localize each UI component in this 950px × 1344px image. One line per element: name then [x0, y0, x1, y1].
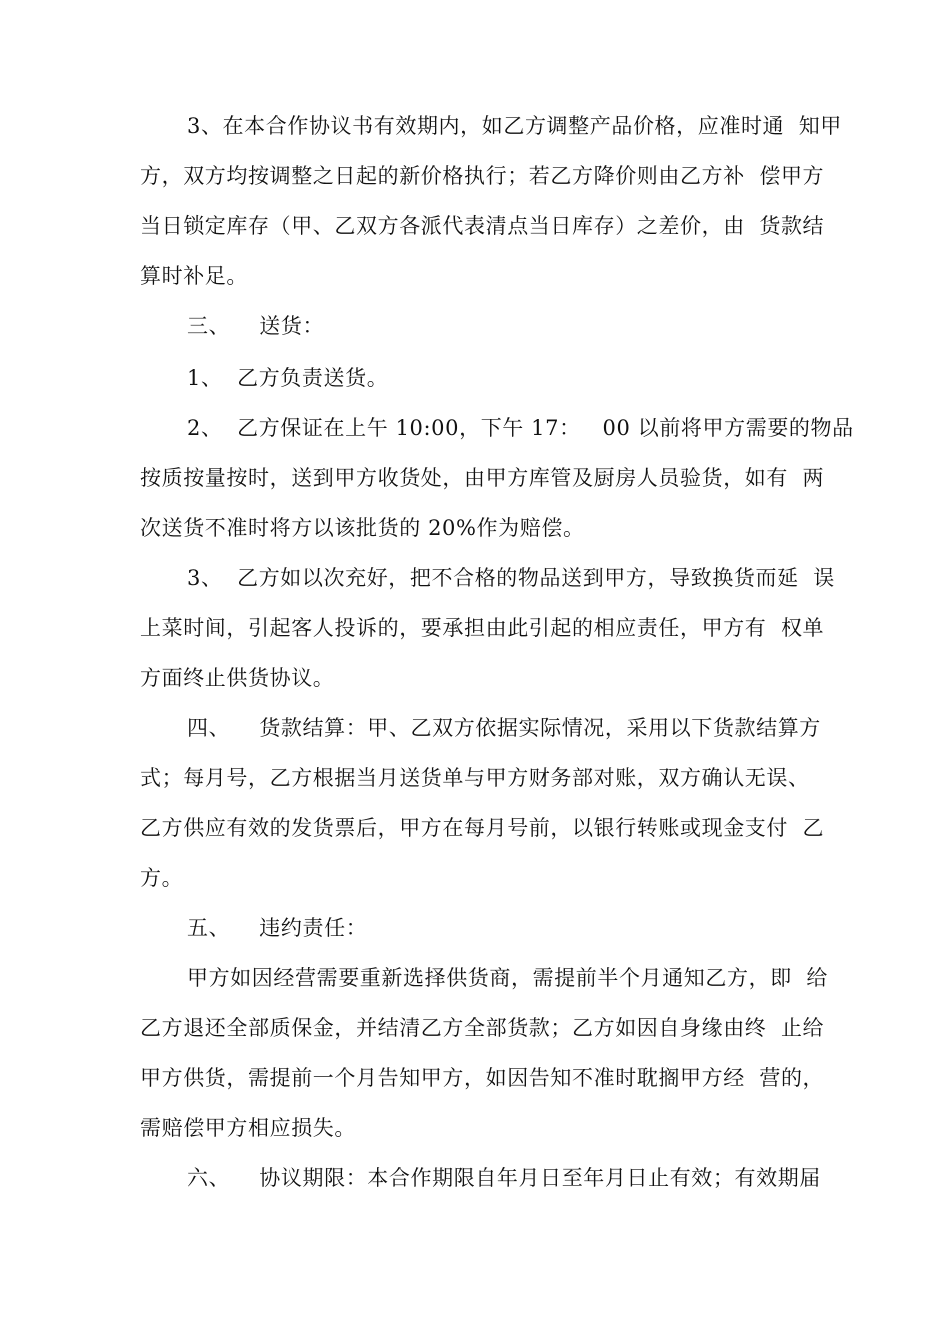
paragraph-line: 当日锁定库存（甲、乙双方各派代表清点当日库存）之差价，由 货款结 — [140, 214, 825, 238]
paragraph-line: 式；每月号，乙方根据当月送货单与甲方财务部对账，双方确认无误、 — [140, 766, 810, 790]
paragraph-line: 方。 — [140, 866, 184, 890]
paragraph-line: 甲方供货，需提前一个月告知甲方，如因告知不准时耽搁甲方经 营的， — [140, 1066, 825, 1090]
paragraph-line: 3、在本合作协议书有效期内，如乙方调整产品价格，应准时通 知甲 — [187, 114, 842, 138]
section-heading: 四、 货款结算：甲、乙双方依据实际情况，采用以下货款结算方 — [187, 716, 821, 740]
section-heading: 五、 违约责任： — [187, 916, 368, 940]
paragraph-line: 甲方如因经营需要重新选择供货商，需提前半个月通知乙方，即 给 — [187, 966, 828, 990]
paragraph-line: 乙方供应有效的发货票后，甲方在每月号前，以银行转账或现金支付 乙 — [140, 816, 825, 840]
paragraph-line: 上菜时间，引起客人投诉的，要承担由此引起的相应责任，甲方有 权单 — [140, 616, 825, 640]
paragraph-line: 2、 乙方保证在上午 10:00，下午 17： 00 以前将甲方需要的物品 — [187, 416, 854, 440]
paragraph-line: 1、 乙方负责送货。 — [187, 366, 389, 390]
paragraph-line: 需赔偿甲方相应损失。 — [140, 1116, 356, 1140]
paragraph-line: 按质按量按时，送到甲方收货处，由甲方库管及厨房人员验货，如有 两 — [140, 466, 825, 490]
paragraph-line: 算时补足。 — [140, 264, 248, 288]
paragraph-line: 乙方退还全部质保金，并结清乙方全部货款；乙方如因自身缘由终 止给 — [140, 1016, 825, 1040]
section-heading: 三、 送货： — [187, 314, 325, 338]
paragraph-line: 3、 乙方如以次充好，把不合格的物品送到甲方，导致换货而延 误 — [187, 566, 835, 590]
paragraph-line: 次送货不准时将方以该批货的 20%作为赔偿。 — [140, 516, 585, 540]
section-heading: 六、 协议期限：本合作期限自年月日至年月日止有效；有效期届 — [187, 1166, 821, 1190]
paragraph-line: 方面终止供货协议。 — [140, 666, 335, 690]
paragraph-line: 方，双方均按调整之日起的新价格执行；若乙方降价则由乙方补 偿甲方 — [140, 164, 825, 188]
